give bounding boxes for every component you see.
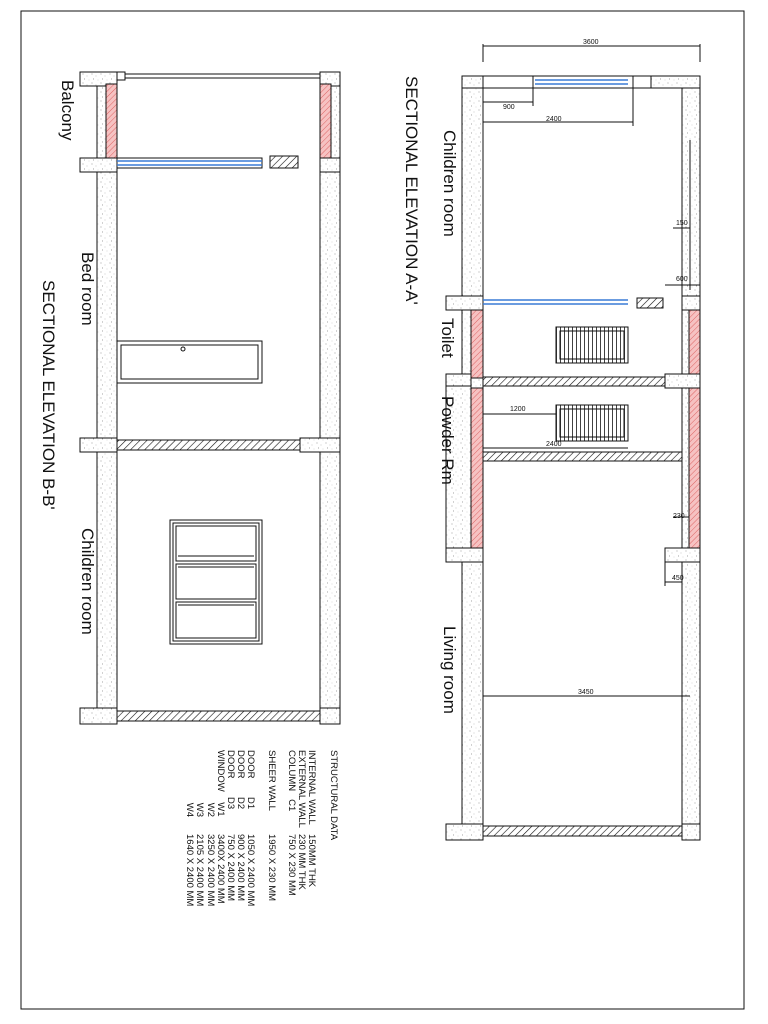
structural-data-row bbox=[235, 750, 245, 906]
structural-data-row bbox=[225, 750, 235, 906]
bb-hatched-lintel bbox=[270, 156, 298, 168]
elevation-bb-drawing bbox=[80, 72, 340, 724]
dim-230: 230 bbox=[673, 513, 685, 520]
structural-data-value: 1950 X 230 MM bbox=[265, 834, 277, 902]
aa-toilet-floor-slab bbox=[483, 377, 682, 386]
structural-data-value: 3400X 2400 MM bbox=[214, 834, 226, 904]
dim-2400-mid: 2400 bbox=[546, 441, 562, 448]
bb-mid-slab-left-end bbox=[80, 438, 117, 452]
structural-data-row bbox=[255, 750, 265, 906]
dim-3450: 3450 bbox=[578, 689, 594, 696]
bb-bottom-slab-left bbox=[80, 708, 117, 724]
dim-450: 450 bbox=[672, 575, 684, 582]
structural-data-item: W2 bbox=[204, 750, 216, 818]
room-label-living-room: Living room bbox=[440, 626, 459, 714]
structural-data-value: 3250 X 2400 MM bbox=[204, 834, 216, 907]
structural-data-row bbox=[276, 750, 286, 906]
aa-top-opening bbox=[483, 76, 633, 88]
room-label-children-room-aa: Children room bbox=[440, 130, 459, 237]
structural-data-row bbox=[215, 750, 225, 906]
room-label-powder-rm: Powder Rm bbox=[438, 396, 457, 485]
bb-bottom-slab-right bbox=[320, 708, 340, 724]
structural-data-item: W3 bbox=[194, 750, 206, 818]
dim-900: 900 bbox=[503, 104, 515, 111]
aa-stair-lower bbox=[556, 405, 628, 441]
bb-glass-window bbox=[117, 158, 262, 168]
aa-stair-upper bbox=[556, 327, 628, 363]
aa-bottom-slab bbox=[483, 826, 682, 836]
structural-data-rows bbox=[184, 750, 316, 906]
structural-data-row bbox=[306, 750, 316, 906]
room-label-toilet: Toilet bbox=[438, 318, 457, 358]
elevation-bb-title: SECTIONAL ELEVATION B-B' bbox=[39, 280, 58, 510]
elevation-aa-title: SECTIONAL ELEVATION A-A' bbox=[402, 76, 421, 305]
bb-wardrobe-outer bbox=[170, 520, 262, 644]
dim-600: 600 bbox=[676, 276, 688, 283]
structural-data-row bbox=[286, 750, 296, 906]
structural-data-row bbox=[245, 750, 255, 906]
bb-balcony-column-left bbox=[106, 84, 117, 158]
structural-data-item: DOOR D2 bbox=[235, 750, 247, 810]
structural-data-value: 1050 X 2400 MM bbox=[245, 834, 257, 907]
structural-data-item: EXTERNAL WALL bbox=[296, 750, 308, 828]
bb-bottom-slab bbox=[117, 711, 320, 721]
structural-data-row bbox=[194, 750, 204, 906]
dim-2400-top: 2400 bbox=[546, 116, 562, 123]
bb-top-railing-post bbox=[117, 72, 125, 80]
room-label-bed-room: Bed room bbox=[78, 252, 97, 326]
structural-data-item: DOOR D3 bbox=[225, 750, 236, 810]
bb-mid-slab bbox=[117, 440, 320, 450]
structural-data-value: 2105 X 2400 MM bbox=[194, 834, 206, 907]
structural-data-value: 230 MM THK bbox=[296, 834, 308, 890]
aa-toilet-top-slab-left bbox=[446, 296, 483, 310]
bb-bed-knob bbox=[181, 347, 185, 351]
structural-data-item bbox=[276, 750, 286, 834]
dim-1200: 1200 bbox=[510, 406, 526, 413]
aa-column-left-lower bbox=[471, 388, 483, 553]
structural-data-item: SHEER WALL bbox=[265, 750, 277, 811]
structural-data-row bbox=[204, 750, 214, 906]
aa-dimension-labels bbox=[503, 39, 688, 696]
aa-toilet-lintel bbox=[637, 298, 663, 308]
bb-bed-outline bbox=[117, 341, 262, 383]
room-label-children-room-bb: Children room bbox=[78, 528, 97, 635]
aa-powder-floor-slab bbox=[483, 452, 682, 461]
room-label-balcony: Balcony bbox=[58, 80, 77, 141]
structural-data-value: 750 X 2400 MM bbox=[225, 834, 236, 902]
aa-bottom-slab-left bbox=[446, 824, 483, 840]
aa-setback-bottom-left bbox=[446, 548, 483, 562]
structural-data-row bbox=[266, 750, 276, 906]
aa-toilet-floor-right bbox=[665, 374, 700, 388]
structural-data-value: 900 X 2400 MM bbox=[235, 834, 247, 902]
bb-right-wall bbox=[320, 76, 340, 724]
structural-data-item: INTERNAL WALL bbox=[306, 750, 318, 825]
dim-3600: 3600 bbox=[583, 39, 599, 46]
structural-data-item: WINDOW W1 bbox=[214, 750, 226, 817]
aa-column-left-upper bbox=[471, 310, 483, 378]
bb-balcony-slab-left bbox=[80, 158, 117, 172]
aa-setback-bottom-right bbox=[665, 548, 700, 562]
structural-data-row bbox=[296, 750, 306, 906]
bb-balcony-column-right bbox=[320, 84, 331, 158]
aa-column-right-lower bbox=[689, 388, 700, 553]
dim-150: 150 bbox=[676, 220, 688, 227]
bb-balcony-slab-right bbox=[320, 158, 340, 172]
elevation-aa-drawing bbox=[446, 44, 700, 840]
bb-left-wall bbox=[97, 76, 117, 724]
structural-data-item: COLUMN C1 bbox=[286, 750, 298, 812]
structural-data-item: DOOR D1 bbox=[245, 750, 257, 810]
structural-data-value: 150MM THK bbox=[306, 834, 318, 888]
structural-data-value: 1640 X 2400 MM bbox=[184, 834, 196, 907]
structural-data-table bbox=[184, 750, 338, 906]
aa-top-corner-box bbox=[633, 76, 651, 88]
structural-data-heading: STRUCTURAL DATA bbox=[328, 750, 339, 841]
structural-data-item: W4 bbox=[184, 750, 196, 818]
structural-data-row bbox=[184, 750, 194, 906]
structural-data-item bbox=[255, 750, 265, 834]
aa-bottom-slab-right bbox=[682, 824, 700, 840]
aa-toilet-top-slab-right bbox=[682, 296, 700, 310]
aa-column-right-upper bbox=[689, 310, 700, 378]
bb-mid-slab-right-end bbox=[300, 438, 340, 452]
structural-data-value: 750 X 230 MM bbox=[286, 834, 298, 896]
